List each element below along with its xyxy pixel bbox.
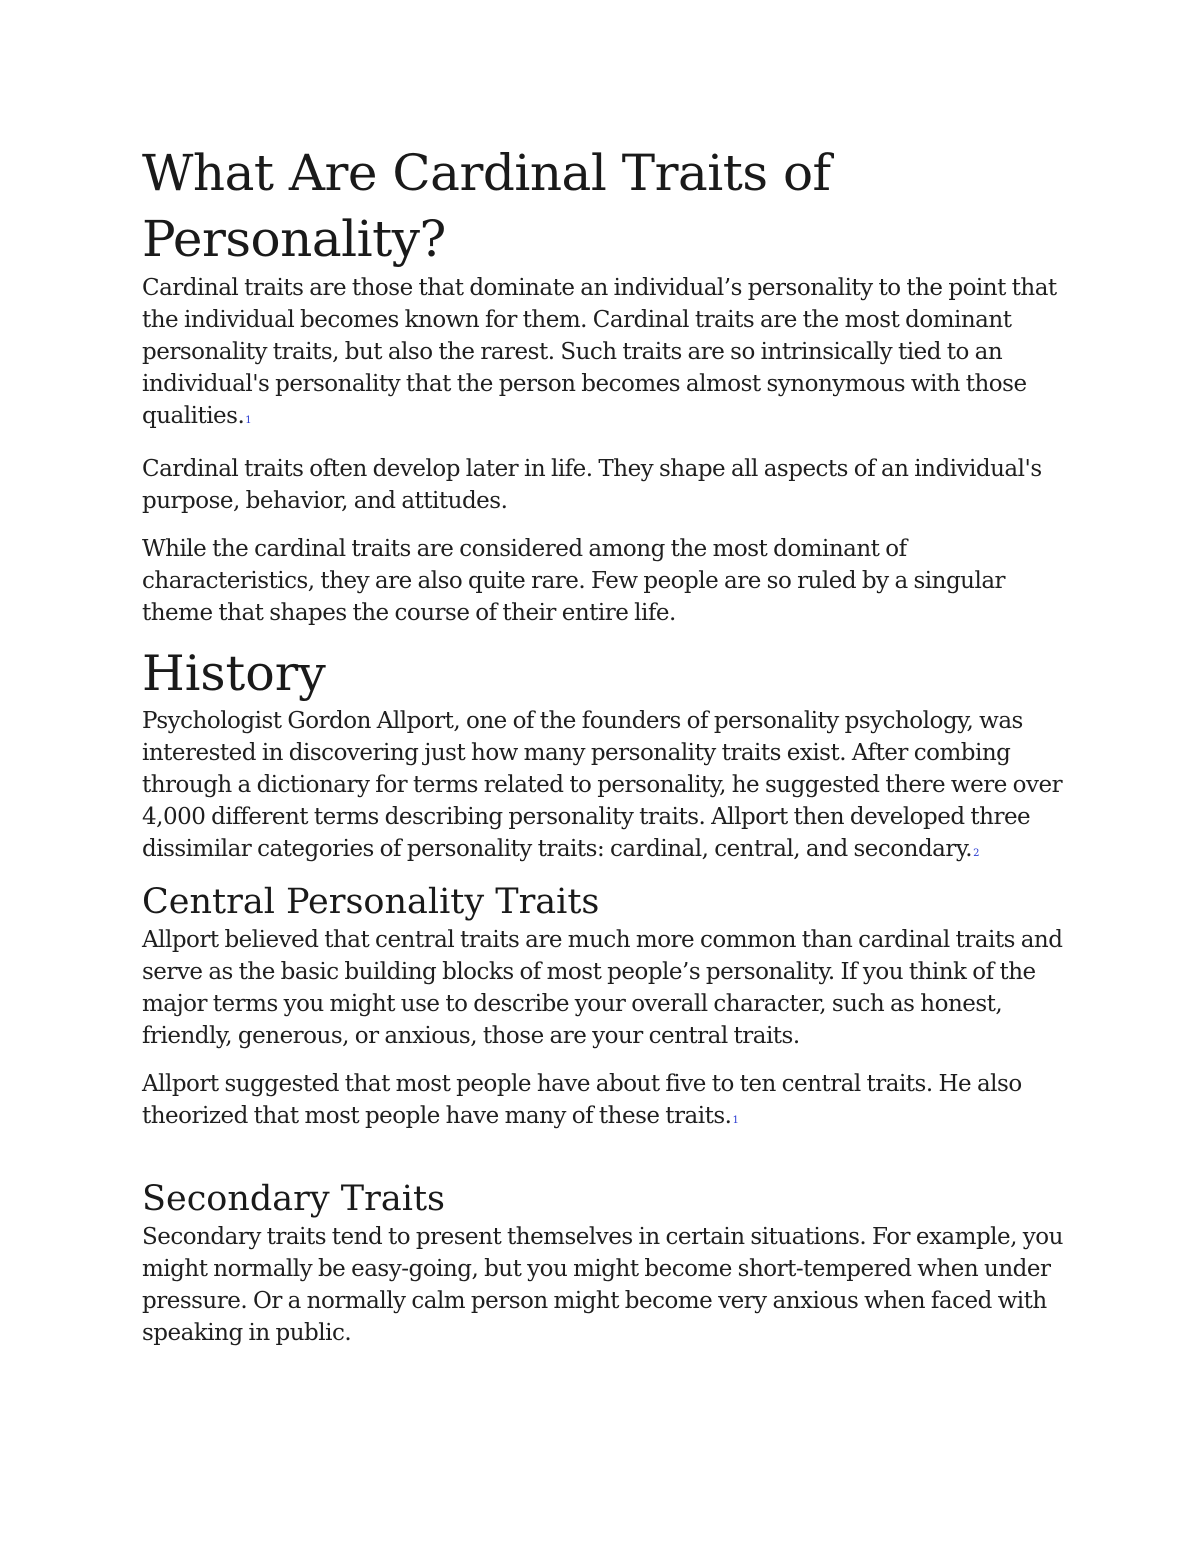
citation-link[interactable]: 1 bbox=[732, 1115, 739, 1126]
page-title-line-1: What Are Cardinal Traits of bbox=[142, 144, 831, 202]
cardinal-paragraph-1-text: Cardinal traits are those that dominate an individual’s personality to the point that the individual becomes known for them. Cardinal traits are the most dominant personality traits, but also the rarest. Such traits are so intrinsically tied to an individual's personality that the person becomes almost synonymous with those qualities. bbox=[142, 275, 1057, 429]
central-paragraph-2 bbox=[142, 1068, 1077, 1137]
secondary-paragraph: Secondary traits tend to present themselves in certain situations. For example, you might normally be easy-going, but you might become short-tempered when under pressure. Or a normally calm person might become very anxious when faced with speaking in public. bbox=[142, 1224, 1063, 1346]
citation-link[interactable]: 1 bbox=[245, 415, 252, 426]
central-traits-heading: Central Personality Traits bbox=[142, 882, 600, 922]
history-paragraph bbox=[142, 705, 1077, 870]
cardinal-paragraph-1 bbox=[142, 272, 1077, 437]
cardinal-paragraph-2: Cardinal traits often develop later in life. They shape all aspects of an individual's purpose, behavior, and attitudes. bbox=[142, 456, 1042, 514]
page-title-line-2: Personality? bbox=[142, 210, 446, 268]
secondary-traits-heading: Secondary Traits bbox=[142, 1179, 445, 1219]
page-title bbox=[142, 140, 1077, 272]
central-paragraph-2-text: Allport suggested that most people have about five to ten central traits. He also theorized that most people have many of these traits. bbox=[142, 1071, 1022, 1129]
citation-link[interactable]: 2 bbox=[973, 848, 979, 859]
cardinal-paragraph-3: While the cardinal traits are considered among the most dominant of characteristics, they are also quite rare. Few people are so ruled by a singular theme that shapes the course of their entire life. bbox=[142, 536, 1006, 626]
history-paragraph-text: Psychologist Gordon Allport, one of the founders of personality psychology, was interested in discovering just how many personality traits exist. After combing through a dictionary for terms related to personality, he suggested there were over 4,000 different terms describing personality traits. Allport then developed three dissimilar categories of personality traits: cardinal, central, and secondary. bbox=[142, 708, 1063, 862]
document-page bbox=[142, 140, 1077, 1349]
central-paragraph-1: Allport believed that central traits are much more common than cardinal traits and serve as the basic building blocks of most people’s personality. If you think of the major terms you might use to describe your overall character, such as honest, friendly, generous, or anxious, those are your central traits. bbox=[142, 927, 1063, 1049]
history-heading: History bbox=[142, 645, 326, 702]
